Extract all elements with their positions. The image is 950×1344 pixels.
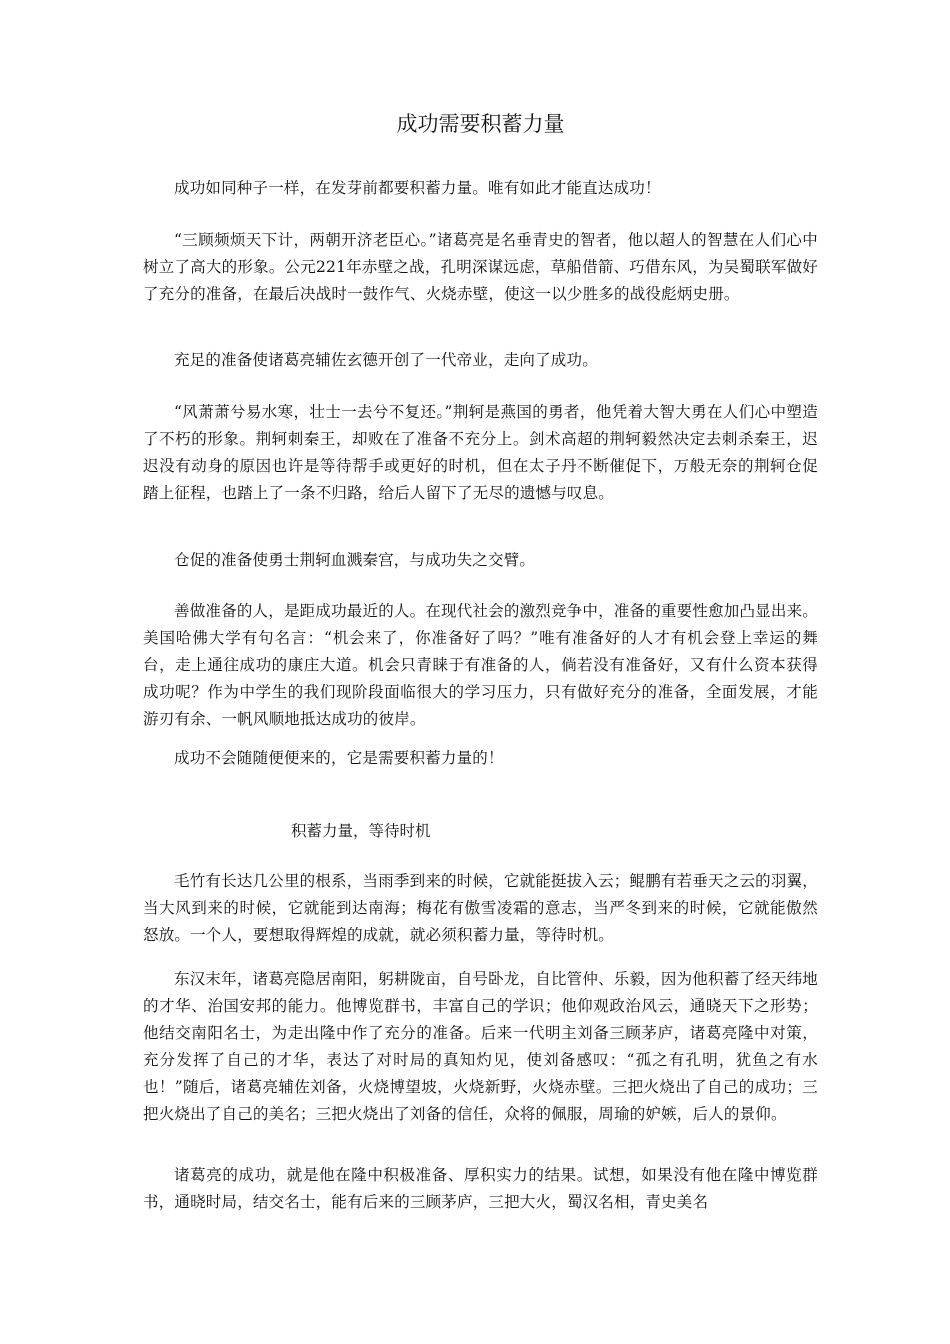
paragraph-jing-ke: “风萧萧兮易水寒，壮士一去兮不复还。”荆轲是燕国的勇者，他凭着大智大勇在人们心中塑造了不朽的形象。荆轲刺秦王，却败在了准备不充分上。剑术高超的荆轲毅然决定去刺杀秦王，迟迟没有动身的原因也许是等待帮手或更好的时机，但在太子丹不断催促下，万般无奈的荆轲仓促踏上征程，也踏上了一条不归路，给后人留下了无尽的遗憾与叹息。	[143, 403, 818, 502]
paragraph-zhuge-summary: 充足的准备使诸葛亮辅佐玄德开创了一代帝业，走向了成功。	[174, 351, 598, 369]
paragraph-jing-ke-summary: 仓促的准备使勇士荆轲血溅秦宫，与成功失之交臂。	[174, 551, 536, 569]
paragraph-preparation: 善做准备的人，是距成功最近的人。在现代社会的激烈竞争中，准备的重要性愈加凸显出来。美国哈佛大学有句名言：“机会来了，你准备好了吗？”唯有准备好的人才有机会登上幸运的舞台，走上通往成功的康庄大道。机会只青睐于有准备的人，倘若没有准备好，又有什么资本获得成功呢？作为中学生的我们现阶段面临很大的学习压力，只有做好充分的准备，全面发展，才能游刃有余、一帆风顺地抵达成功的彼岸。	[143, 602, 818, 728]
paragraph-success-reason: 诸葛亮的成功，就是他在隆中积极准备、厚积实力的结果。试想，如果没有他在隆中博览群书，通晓时局，结交名士，能有后来的三顾茅庐，三把大火，蜀汉名相，青史美名	[143, 1166, 818, 1211]
section-subtitle: 积蓄力量，等待时机	[291, 822, 431, 840]
paragraph-zhuge-liang: “三顾频烦天下计，两朝开济老臣心。”诸葛亮是名垂青史的智者，他以超人的智慧在人们心中树立了高大的形象。公元221年赤壁之战，孔明深谋远虑，草船借箭、巧借东风，为吴蜀联军做好了充分的准备，在最后决战时一鼓作气、火烧赤壁，使这一以少胜多的战役彪炳史册。	[143, 231, 818, 303]
paragraph-conclusion: 成功不会随随便便来的，它是需要积蓄力量的！	[174, 749, 504, 767]
paragraph-bamboo: 毛竹有长达几公里的根系，当雨季到来的时候，它就能挺拔入云；鲲鹏有若垂天之云的羽翼，当大风到来的时候，它就能到达南海；梅花有傲雪凌霜的意志，当严冬到来的时候，它就能傲然怒放。一个人，要想取得辉煌的成就，就必须积蓄力量，等待时机。	[143, 872, 818, 944]
paragraph-longzhong: 东汉末年，诸葛亮隐居南阳，躬耕陇亩，自号卧龙，自比管仲、乐毅，因为他积蓄了经天纬地的才华、治国安邦的能力。他博览群书，丰富自己的学识；他仰观政治风云，通晓天下之形势；他结交南阳名士，为走出隆中作了充分的准备。后来一代明主刘备三顾茅庐，诸葛亮隆中对策，充分发挥了自己的才华，表达了对时局的真知灼见，使刘备感叹：“孤之有孔明，犹鱼之有水也！”随后，诸葛亮辅佐刘备，火烧博望坡，火烧新野，火烧赤壁。三把火烧出了自己的成功；三把火烧出了自己的美名；三把火烧出了刘备的信任，众将的佩服，周瑜的妒嫉，后人的景仰。	[143, 970, 818, 1123]
document-title: 成功需要积蓄力量	[396, 112, 565, 136]
paragraph-intro: 成功如同种子一样，在发芽前都要积蓄力量。唯有如此才能直达成功！	[174, 179, 661, 197]
